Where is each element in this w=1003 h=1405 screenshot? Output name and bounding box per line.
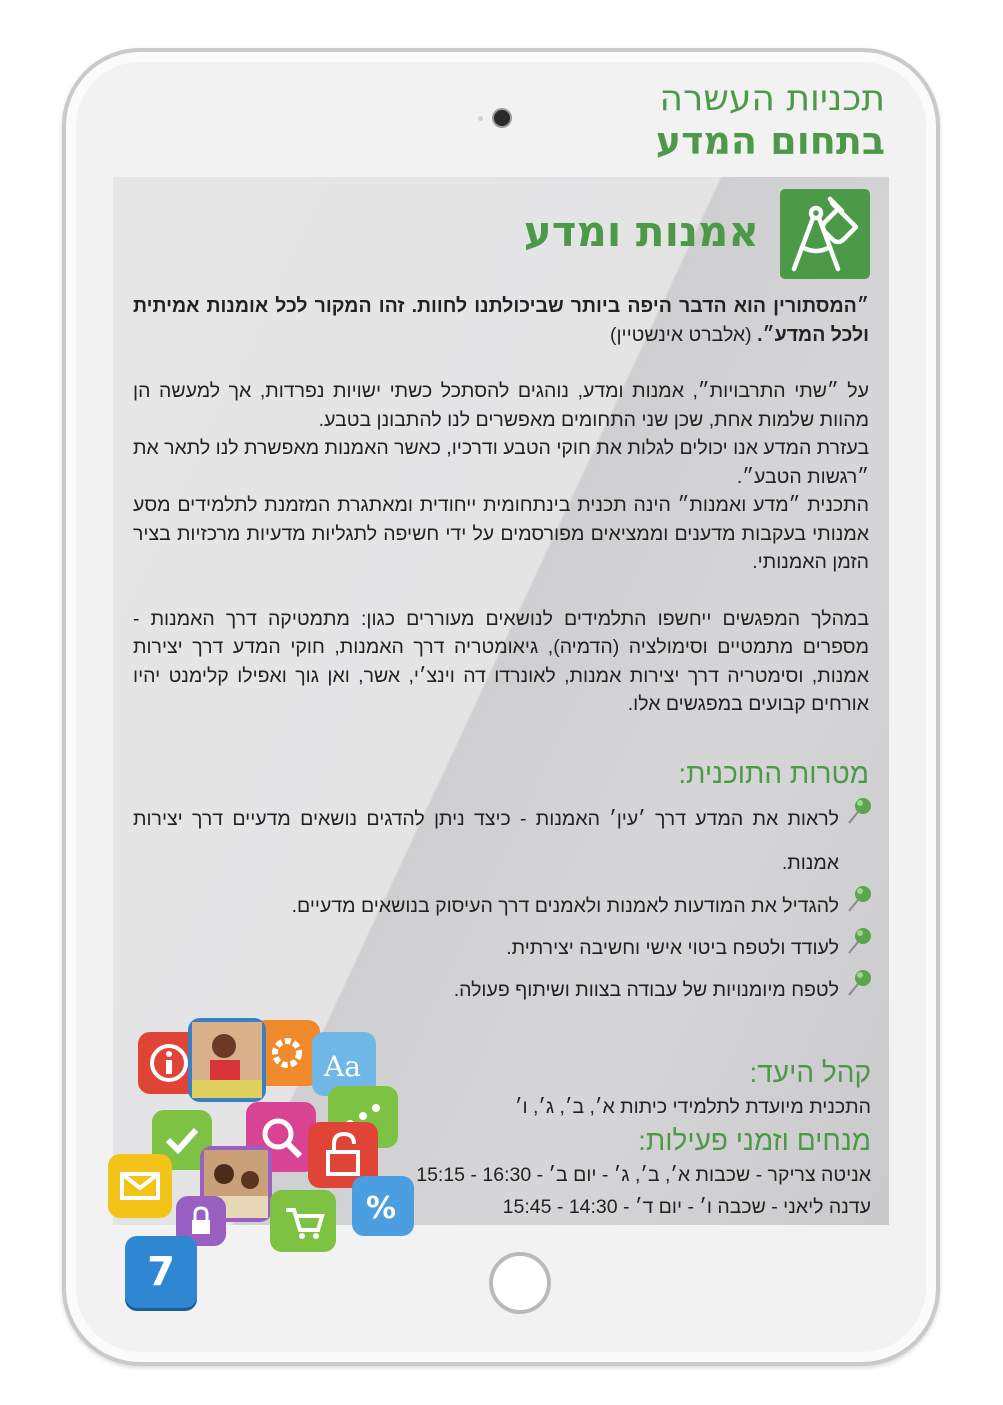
goals-heading: מטרות התוכנית: <box>678 757 869 789</box>
paragraph: בעזרת המדע אנו יכולים לגלות את חוקי הטבע ודרכיו, כאשר האמנות מאפשרת לנו לתאר את ״רגשות הטבע״. <box>133 437 869 488</box>
audience-text: התכנית מיועדת לתלמידי כיתות א׳, ב׳, ג׳, ו׳ <box>514 1096 871 1118</box>
mail-icon <box>108 1154 172 1218</box>
home-button <box>489 1252 551 1314</box>
goal-item: לטפח מיומנויות של עבודה בצוות ושיתוף פעולה. <box>133 969 869 1011</box>
shopping-cart-icon <box>270 1190 336 1252</box>
quote-author: (אלברט אינשטיין) <box>609 323 758 346</box>
percent-icon <box>352 1176 414 1236</box>
paragraph-meetings: במהלך המפגשים ייחשפו התלמידים לנושאים מעוררים כגון: מתמטיקה דרך האמנות - מספרים מתמטיים וסימולציה (הדמיה), גיאומטריה דרך האמנות, חוקי המדע דרך יצירות אמנות, וסימטריה דרך יצירות אמנות, לאונרדו דה וינצ׳י, אשר, ואן גוך ואפילו קלימנט יהיו אורחים קבועים במפגשים אלו. <box>133 607 869 715</box>
instructor-row: עדנה ליאני - שכבה ו׳ - יום ד׳ - 14:30 - 15:45 <box>502 1196 871 1218</box>
green-pushpin-icon <box>845 925 873 955</box>
instructors-heading: מנחים וזמני פעילות: <box>638 1125 871 1156</box>
compass-test-tube-icon <box>780 189 870 279</box>
section-title: אמנות ומדע <box>523 207 759 256</box>
article-body <box>133 292 869 1011</box>
goal-item: לראות את המדע דרך ׳עין׳ האמנות - כיצד ניתן להדגים נושאים מדעיים דרך יצירות אמנות. <box>133 797 869 885</box>
green-pushpin-icon <box>845 883 873 913</box>
quote-text: ״המסתורין הוא הדבר היפה ביותר שביכולתנו לחוות. זהו המקור לכל אומנות אמיתית ולכל המדע״. <box>133 295 869 346</box>
camera-icon <box>494 110 510 126</box>
audience-and-schedule <box>351 1055 871 1223</box>
svg-text:%: % <box>366 1191 397 1226</box>
audience-heading: קהל היעד: <box>749 1057 871 1088</box>
green-pushpin-icon <box>845 795 873 825</box>
title-line-1: תכניות העשרה <box>659 78 885 119</box>
instructor-row: אניטה צריקר - שכבות א׳, ב׳, ג׳ - יום ב׳ - 16:30 - 15:15 <box>416 1164 871 1186</box>
quote-paragraph <box>133 292 869 349</box>
paragraph: על ״שתי התרבויות״, אמנות ומדע, נוהגים להסתכל כשתי ישויות נפרדות, אך למעשה הן מהוות שלמות אחת, שכן שני התחומים מאפשרים לנו להתבונן בטבע. <box>133 380 869 431</box>
svg-text:Aa: Aa <box>324 1050 361 1083</box>
title-line-2: בתחום המדע <box>655 119 885 163</box>
goal-item: להגדיל את המודעות לאמנות ולאמנים דרך העיסוק בנושאים מדעיים. <box>133 885 869 927</box>
goal-item: לעודד ולטפח ביטוי אישי וחשיבה יצירתית. <box>133 927 869 969</box>
green-pushpin-icon <box>845 967 873 997</box>
page-title <box>656 78 885 162</box>
sensor-dot <box>478 116 483 121</box>
paragraph: התכנית ״מדע ואמנות״ הינה תכנית בינתחומית ייחודית ומאתגרת המזמנת לתלמידים מסע אמנותי בעקבות מדענים וממציאים מפורסמים על ידי חשיפה לתגליות מדעיות מרכזיות בציר הזמן האמנותי. <box>133 494 869 573</box>
photo-children <box>188 1018 266 1102</box>
page-number: 7 <box>125 1236 197 1308</box>
